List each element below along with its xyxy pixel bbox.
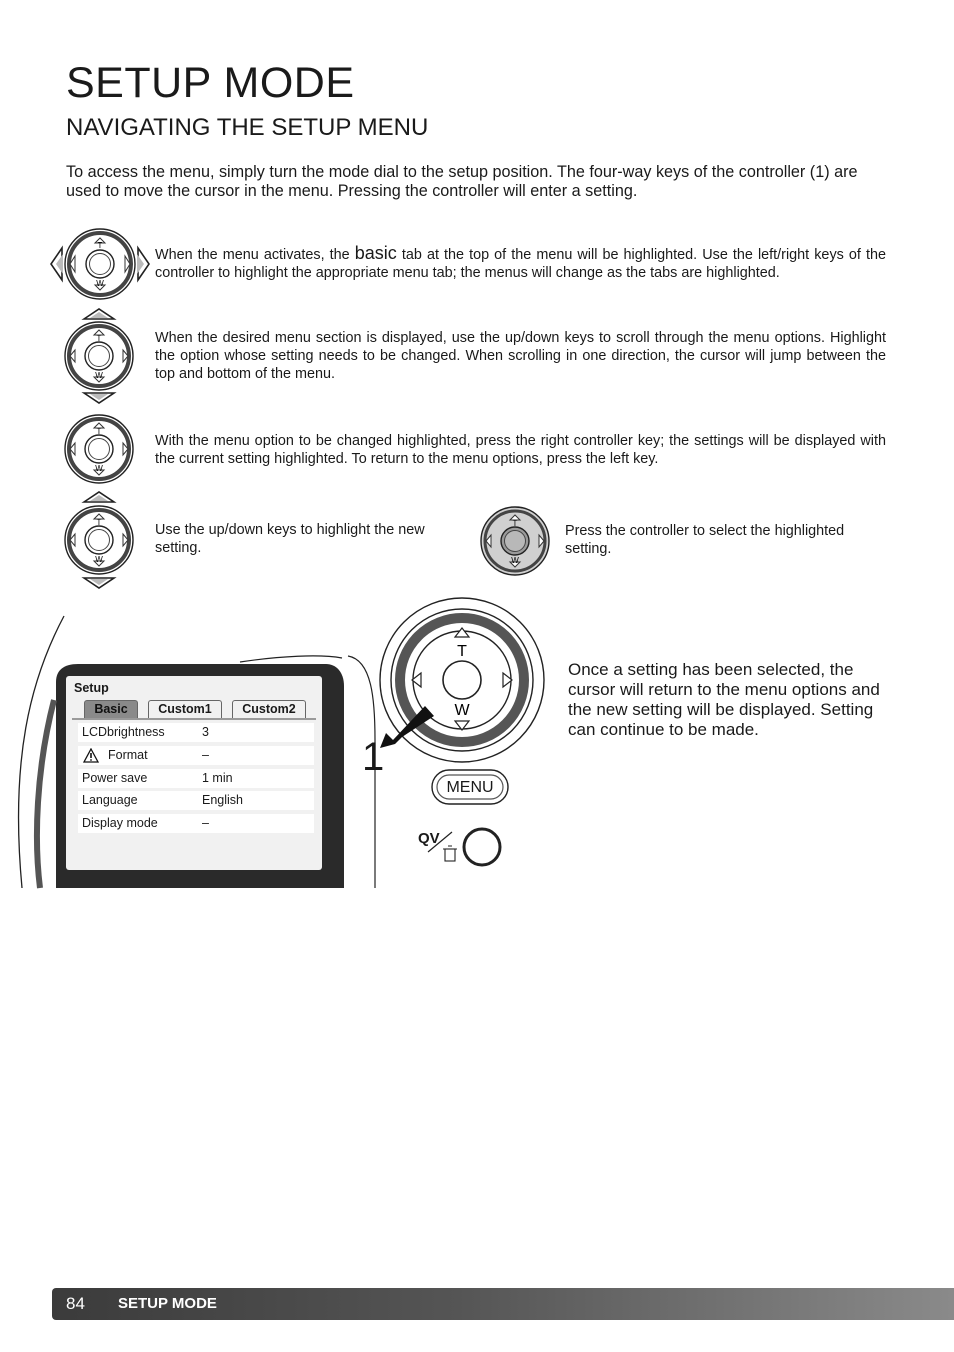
page-title: SETUP MODE: [66, 59, 355, 107]
footer-section-title: SETUP MODE: [118, 1295, 217, 1312]
menu-row-value: –: [202, 816, 209, 830]
qv-button[interactable]: [463, 829, 501, 867]
lcd-screen: [66, 676, 322, 870]
svg-text:W: W: [95, 555, 103, 564]
step-4-text: Use the up/down keys to highlight the new setting.: [155, 522, 425, 556]
qv-label: QV: [418, 830, 440, 847]
menu-row-value: 3: [202, 725, 209, 739]
svg-text:W: W: [454, 702, 470, 719]
step-2-text: When the desired menu section is displayed, use the up/down keys to scroll through the menu options. Highlight the option whose setting needs to be changed. When scrolling in one direction, the cursor will jump between the top and bottom of the menu.: [155, 330, 886, 382]
step-3-text: With the menu option to be changed highlighted, press the right controller key; the settings will be displayed with the current setting highlighted. To return to the menu options, press the left key.: [155, 433, 886, 467]
controller-press-icon: [478, 504, 552, 578]
menu-row-value: 1 min: [202, 771, 233, 785]
menu-row[interactable]: [78, 814, 314, 833]
controller-left-right-icon: [48, 226, 154, 302]
callout-number: 1: [362, 735, 385, 779]
svg-text:T: T: [457, 643, 467, 660]
svg-text:W: W: [96, 279, 104, 288]
menu-row[interactable]: [78, 769, 314, 788]
menu-button[interactable]: MENU: [446, 779, 494, 796]
svg-text:T: T: [96, 334, 102, 343]
controller-right-key-icon: [62, 412, 136, 486]
camera-note: Once a setting has been selected, the cursor will return to the menu options and the new setting will be displayed. Setting can continue to be made.: [568, 660, 880, 739]
svg-text:T: T: [97, 241, 103, 250]
menu-row[interactable]: [78, 723, 314, 742]
menu-row-value: English: [202, 793, 243, 807]
menu-row-value: –: [202, 748, 209, 762]
warning-icon: [83, 748, 99, 763]
page-number: 84: [66, 1294, 85, 1313]
menu-tab-bar: [72, 698, 316, 720]
menu-row-label: LCDbrightness: [82, 725, 165, 739]
tab-custom1[interactable]: Custom1: [148, 700, 222, 718]
controller-up-down-icon: [62, 490, 136, 590]
svg-text:T: T: [512, 519, 518, 528]
svg-text:W: W: [95, 371, 103, 380]
menu-row-label: Format: [108, 748, 148, 762]
menu-row[interactable]: [78, 791, 314, 810]
step-5-text: Press the controller to select the highlighted setting.: [565, 523, 845, 557]
lcd-title: Setup: [74, 681, 109, 695]
menu-row-label: Display mode: [82, 816, 158, 830]
intro-paragraph: To access the menu, simply turn the mode dial to the setup position. The four-way keys of the controller (1) are used to move the cursor in the menu. Pressing the controller will enter a setting.: [66, 163, 858, 200]
svg-text:T: T: [96, 518, 102, 527]
svg-text:T: T: [96, 427, 102, 436]
tab-basic[interactable]: Basic: [84, 700, 138, 718]
menu-row[interactable]: [78, 746, 314, 765]
svg-text:W: W: [511, 556, 519, 565]
section-heading: NAVIGATING THE SETUP MENU: [66, 114, 429, 141]
menu-row-label: Language: [82, 793, 138, 807]
tab-custom2[interactable]: Custom2: [232, 700, 306, 718]
step-1-text: When the menu activates, the basic tab at the top of the menu will be highlighted. Use the left/right keys of the controller to highlight the appropriate menu tab; the menus will change as the tabs are highlighted.: [155, 243, 886, 281]
menu-row-label: Power save: [82, 771, 148, 785]
controller-up-down-icon: [62, 308, 136, 404]
svg-text:W: W: [95, 464, 103, 473]
